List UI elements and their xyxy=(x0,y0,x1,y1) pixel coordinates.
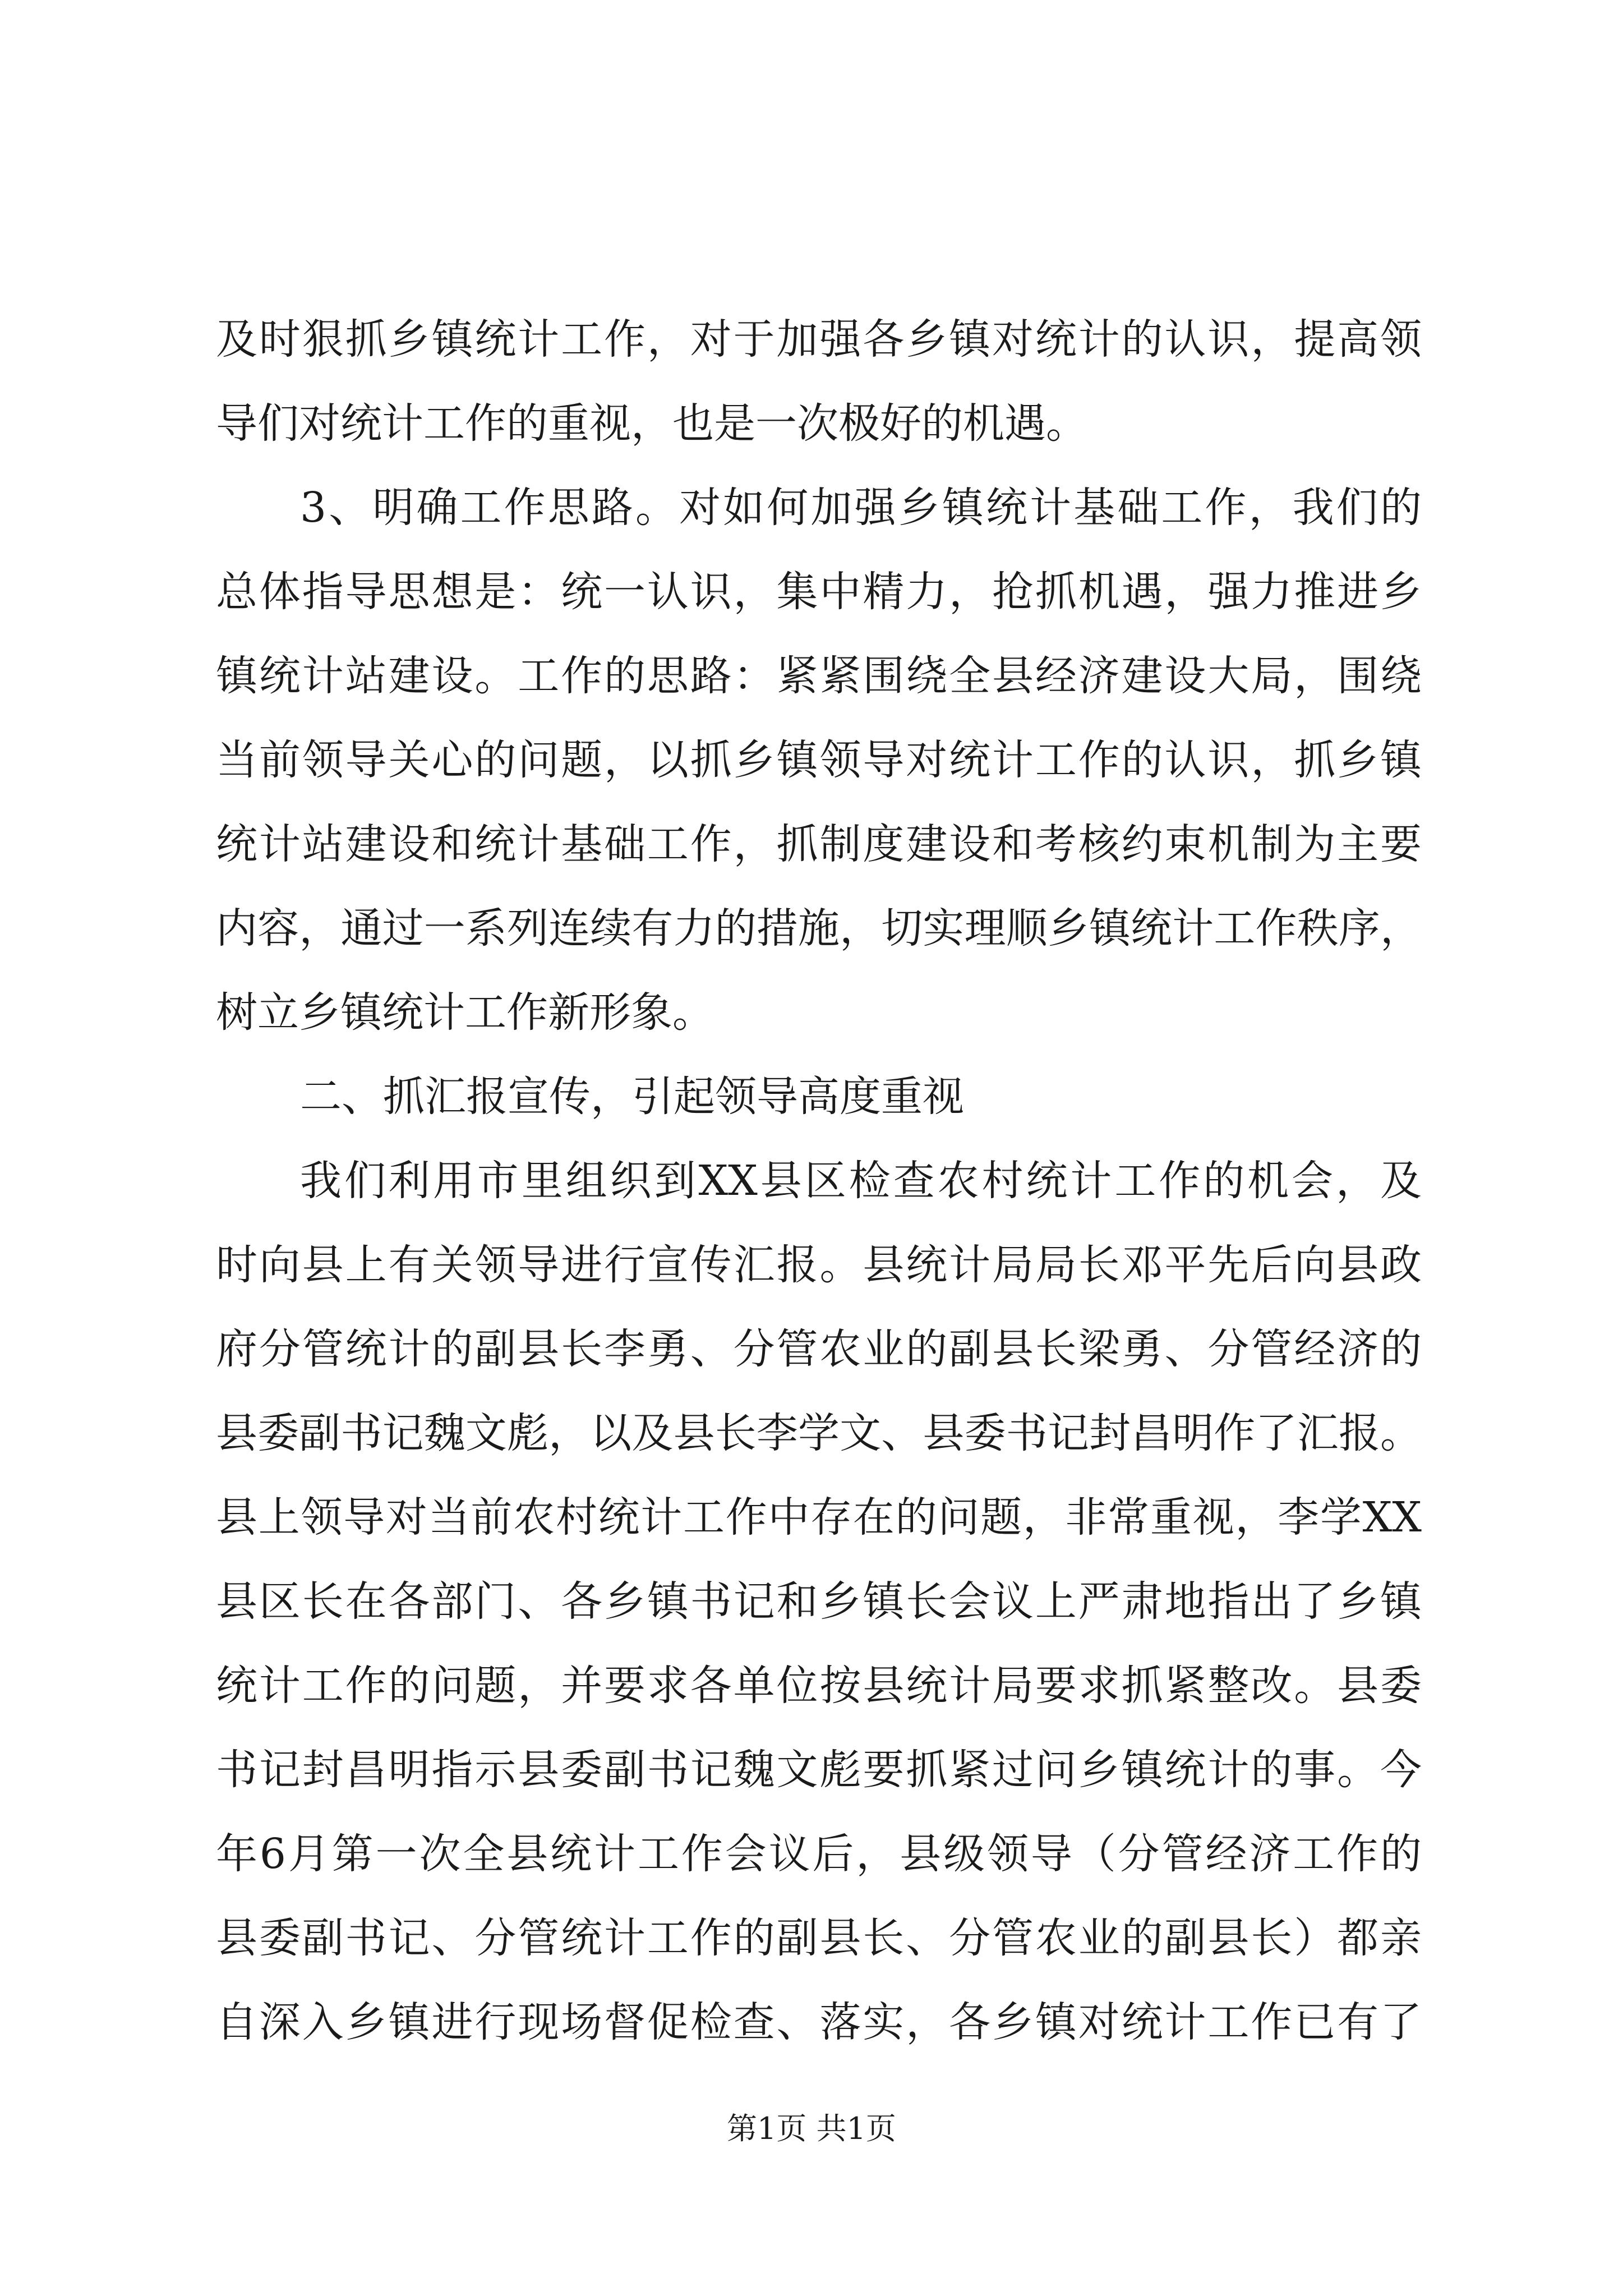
text-line-4: 总体指导思想是：统一认识，集中精力，抢抓机遇，强力推进乡 xyxy=(216,568,1422,616)
text-line-19: 年6月第一次全县统计工作会议后，县级领导（分管经济工作的 xyxy=(216,1830,1422,1878)
text-line-21: 自深入乡镇进行现场督促检查、落实，各乡镇对统计工作已有了 xyxy=(216,1998,1422,2046)
text-line-14: 县委副书记魏文彪，以及县长李学文、县委书记封昌明作了汇报。 xyxy=(216,1409,1422,1457)
text-line-3: 3、明确工作思路。对如何加强乡镇统计基础工作，我们的 xyxy=(300,484,1422,532)
text-line-6: 当前领导关心的问题，以抓乡镇领导对统计工作的认识，抓乡镇 xyxy=(216,736,1422,784)
text-line-2: 导们对统计工作的重视，也是一次极好的机遇。 xyxy=(216,399,1087,448)
text-line-7: 统计站建设和统计基础工作，抓制度建设和考核约束机制为主要 xyxy=(216,820,1422,868)
text-line-16: 县区长在各部门、各乡镇书记和乡镇长会议上严肃地指出了乡镇 xyxy=(216,1577,1422,1626)
text-line-9: 树立乡镇统计工作新形象。 xyxy=(216,988,714,1037)
text-line-13: 府分管统计的副县长李勇、分管农业的副县长梁勇、分管经济的 xyxy=(216,1325,1422,1373)
page-footer: 第1页 共1页 xyxy=(727,2111,896,2146)
text-line-8: 内容，通过一系列连续有力的措施，切实理顺乡镇统计工作秩序， xyxy=(216,904,1422,953)
section-heading: 二、抓汇报宣传，引起领导高度重视 xyxy=(300,1073,964,1121)
text-line-17: 统计工作的问题，并要求各单位按县统计局要求抓紧整改。县委 xyxy=(216,1662,1422,1710)
text-line-12: 时向县上有关领导进行宣传汇报。县统计局局长邓平先后向县政 xyxy=(216,1241,1422,1289)
text-line-11: 我们利用市里组织到XX县区检查农村统计工作的机会，及 xyxy=(300,1157,1422,1205)
text-line-20: 县委副书记、分管统计工作的副县长、分管农业的副县长）都亲 xyxy=(216,1914,1422,1962)
text-line-5: 镇统计站建设。工作的思路：紧紧围绕全县经济建设大局，围绕 xyxy=(216,652,1422,700)
text-line-15: 县上领导对当前农村统计工作中存在的问题，非常重视，李学XX xyxy=(216,1493,1422,1542)
text-line-1: 及时狠抓乡镇统计工作，对于加强各乡镇对统计的认识，提高领 xyxy=(216,315,1422,364)
text-line-18: 书记封昌明指示县委副书记魏文彪要抓紧过问乡镇统计的事。今 xyxy=(216,1746,1422,1794)
